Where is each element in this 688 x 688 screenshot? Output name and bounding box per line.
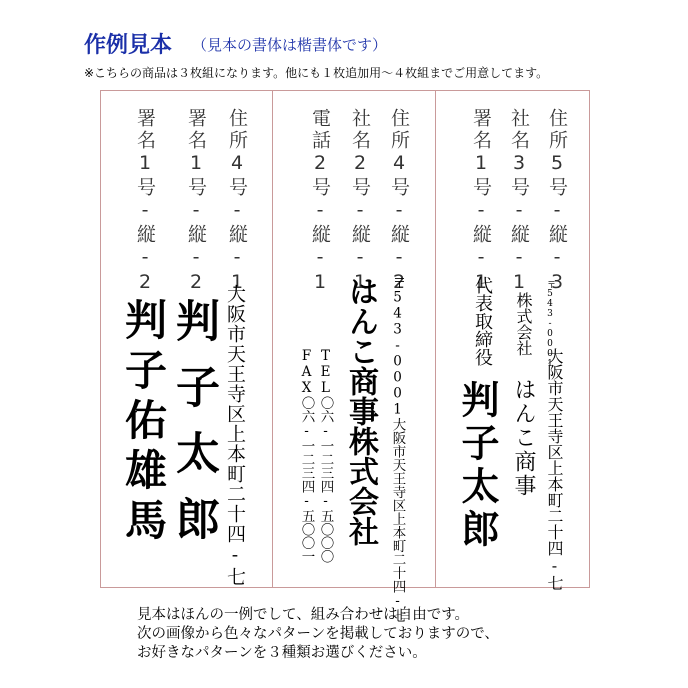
page-subtitle: （見本の書体は楷書体です）	[192, 36, 388, 54]
pattern-code: 署名1号-縦-2	[185, 108, 207, 296]
company-prefix: 株式会社	[514, 292, 533, 356]
page-title: 作例見本	[84, 33, 173, 58]
postal-code: 〒543-0001	[545, 280, 555, 369]
person-name: 判子佑雄馬	[119, 298, 168, 548]
footer-line: お好きなパターンを３種類お選びください。	[137, 645, 427, 661]
pattern-code: 署名1号-縦-1	[470, 108, 492, 296]
pattern-code: 住所5号-縦-3	[546, 108, 568, 296]
address: 大阪市天王寺区上本町二十四-七	[545, 348, 564, 591]
sample-card-3	[101, 90, 264, 588]
pattern-code: 社名2号-縦-1	[349, 108, 371, 296]
footer-note	[137, 606, 499, 663]
fax-number: FAX〇六-一二三四-五〇〇一	[298, 348, 315, 563]
person-name: 判子太郎	[455, 380, 500, 552]
pattern-code: 電話2号-縦-1	[309, 108, 331, 296]
pattern-code: 署名1号-縦-2	[134, 108, 156, 296]
pattern-code: 住所4号-縦-2	[388, 108, 410, 296]
title-role: 代表取締役	[472, 276, 493, 366]
product-note: ※こちらの商品は３枚組になります。他にも１枚追加用～４枚組までご用意してます。	[84, 66, 549, 80]
sample-card-1	[436, 90, 599, 591]
sample-card-2	[273, 90, 436, 623]
person-name: 判子太郎	[168, 298, 219, 562]
phone-number: TEL〇六-一二三四-五〇〇〇	[317, 348, 334, 563]
footer-line: 見本はほんの一例でして、組み合わせは自由です。	[137, 607, 470, 623]
footer-line: 次の画像から色々なパターンを掲載しておりますので、	[137, 626, 499, 642]
pattern-code: 社名3号-縦-1	[508, 108, 530, 296]
pattern-code: 住所4号-縦-1	[226, 108, 248, 296]
postal-address: 〒543-0001大阪市天王寺区上本町二十四-七	[389, 276, 406, 623]
address: 大阪市天王寺区上本町二十四-七	[224, 284, 246, 587]
company-name: はんこ商事株式会社	[343, 276, 378, 546]
company-name: はんこ商事	[511, 378, 536, 498]
